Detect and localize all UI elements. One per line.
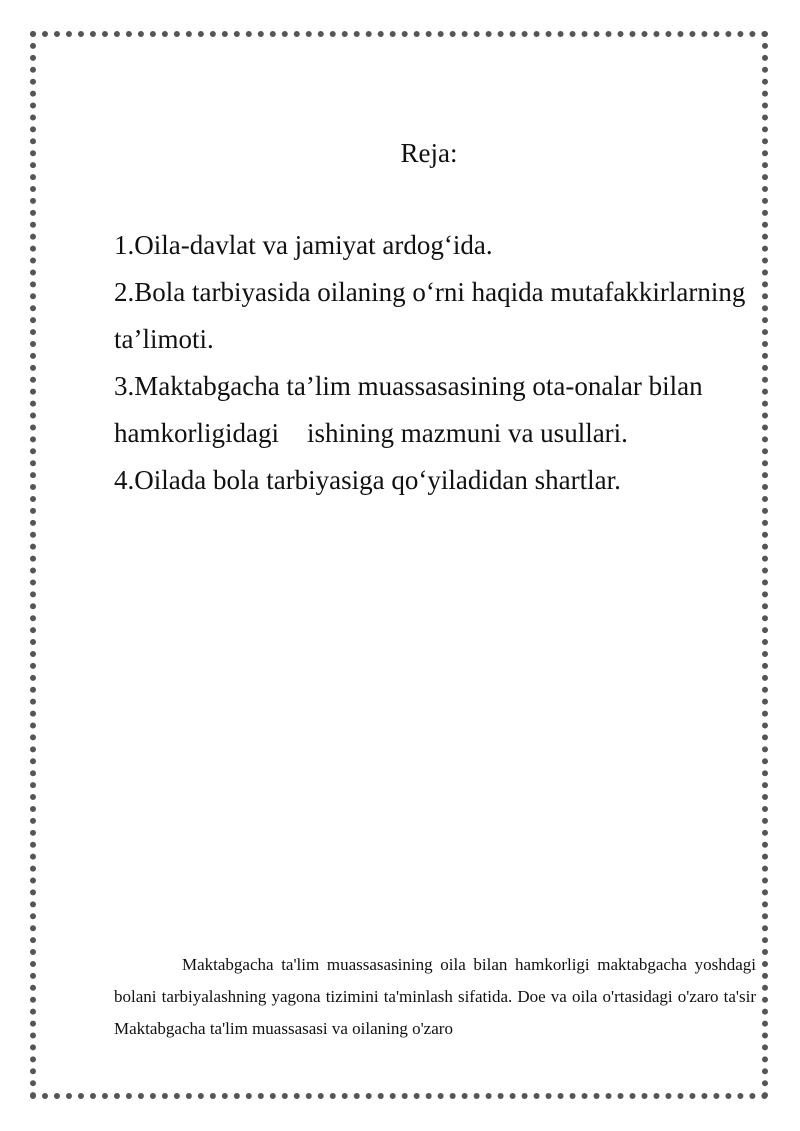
plan-item-2: 2.Bola tarbiyasida oilaning o‘rni haqida mutafakkirlarning ta’limoti. <box>114 277 746 354</box>
plan-item-3-text: 3.Maktabgacha ta’lim muassasasining ota-onalar bilan hamkorligidagi <box>114 371 703 448</box>
plan-item-3 <box>114 363 754 457</box>
plan-list <box>114 222 754 504</box>
page-title: Reja: <box>400 138 458 168</box>
plan-item-4: 4.Oilada bola tarbiyasiga qo‘yiladidan shartlar. <box>114 465 621 495</box>
plan-item-1: 1.Oila-davlat va jamiyat ardog‘ida. <box>114 230 493 260</box>
body-paragraph: Maktabgacha ta'lim muassasasining oila bilan hamkorligi maktabgacha yoshdagi bolani tarbiyalashning yagona tizimini ta'minlash sifatida. Doe va oila o'rtasidagi o'zaro ta'sir Maktabgacha ta'lim muassasasi va oilaning o'zaro <box>114 955 756 1038</box>
page-border <box>30 31 768 1099</box>
plan-item-3-continuation: ishining mazmuni va usullari. <box>306 418 628 448</box>
